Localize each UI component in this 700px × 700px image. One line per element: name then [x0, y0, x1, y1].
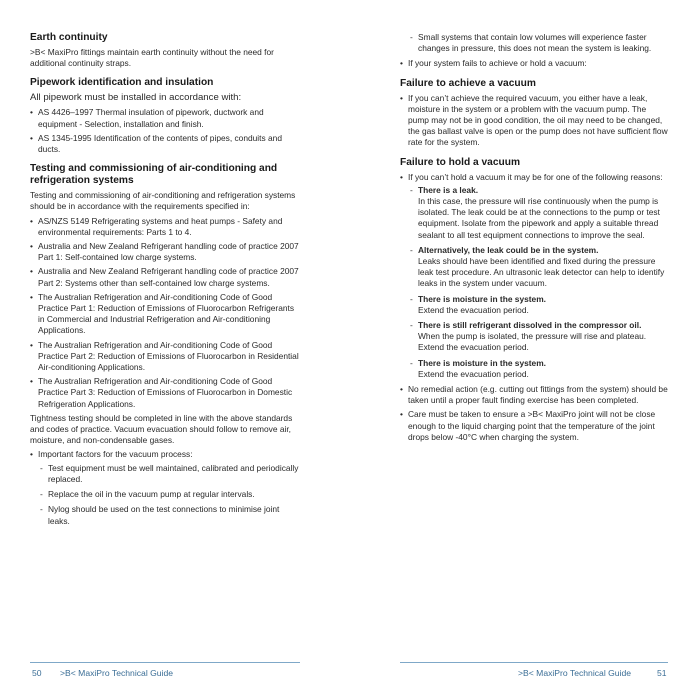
list-item: • If your system fails to achieve or hold a vacuum: [400, 58, 668, 69]
right-page [350, 0, 700, 700]
list-item: - Nylog should be used on the test connections to minimise joint leaks. [30, 504, 300, 526]
reason-item [400, 245, 668, 290]
testing-intro: Testing and commissioning of air-conditioning and refrigeration systems should be in accordance with the requirements specified in: [30, 190, 296, 212]
testing-heading: Testing and commissioning of air-conditioning and refrigeration systems [30, 163, 278, 187]
footer-guide-title: >B< MaxiPro Technical Guide [60, 668, 174, 678]
earth-continuity-heading: Earth continuity [30, 32, 108, 43]
standards-list [30, 216, 300, 410]
footer-guide-title: >B< MaxiPro Technical Guide [518, 668, 632, 678]
list-item: • AS 4426–1997 Thermal insulation of pipework, ductwork and equipment - Selection, installation and finish. [30, 107, 300, 129]
list-item: • Care must be taken to ensure a >B< MaxiPro joint will not be close enough to the liquid charging point that the temperature of the joint drops below -40°C when charging the system. [400, 409, 668, 443]
reason-text: When the pump is isolated, the pressure will rise and plateau. Extend the evacuation period. [418, 331, 647, 353]
reason-title: - Alternatively, the leak could be in the system. [418, 244, 599, 255]
page-number: 51 [657, 668, 667, 678]
pipework-heading: Pipework identification and insulation [30, 77, 214, 89]
reasons-sublist [400, 185, 668, 380]
footer-divider [400, 662, 668, 663]
reason-title: - There is a leak. [418, 184, 479, 195]
list-item: • Australia and New Zealand Refrigerant handling code of practice 2007 Part 1: Self-contained low charge systems. [30, 241, 300, 263]
continued-dash-list [400, 32, 668, 54]
reason-title: - There is moisture in the system. [418, 357, 546, 368]
failure-achieve-heading: Failure to achieve a vacuum [400, 77, 536, 89]
list-item: - Small systems that contain low volumes will experience faster changes in pressure, this does not mean the system is leaking. [400, 32, 668, 54]
right-column [400, 32, 668, 446]
pipework-list [30, 107, 300, 155]
list-item: • The Australian Refrigeration and Air-conditioning Code of Good Practice Part 1: Reduction of Emissions of Fluorocarbon Refrigerants in Commercial and Industrial Refrigeration and Air-conditioning Applications. [30, 292, 300, 337]
list-item: • The Australian Refrigeration and Air-conditioning Code of Good Practice Part 2: Reduction of Emissions of Fluorocarbon in Residential Air-conditioning Applications. [30, 340, 300, 374]
hold-lead: If you can’t hold a vacuum it may be for one of the following reasons: [408, 171, 663, 182]
earth-continuity-text: >B< MaxiPro fittings maintain earth continuity without the need for additional continuity straps. [30, 47, 274, 69]
list-item: • If you can’t achieve the required vacuum, you either have a leak, moisture in the system or a problem with the vacuum pump. The pump may not be in good condition, the oil may need to be changed, the gas ballast valve is open or the pump does not have sufficient flow rate for the system. [400, 93, 668, 149]
list-item [400, 172, 668, 380]
hold-list [400, 172, 668, 443]
reason-item [400, 320, 668, 354]
tightness-text: Tightness testing should be completed in line with the above standards and codes of practice. Vacuum evacuation should follow to remove air, moisture, and non-condensable gases. [30, 412, 293, 446]
list-item: • AS 1345-1995 Identification of the contents of pipes, conduits and ducts. [30, 133, 300, 155]
reason-item [400, 294, 668, 316]
left-column [30, 32, 300, 531]
achieve-list [400, 93, 668, 149]
reason-item [400, 358, 668, 380]
reason-title: - There is moisture in the system. [418, 293, 546, 304]
reason-text: Extend the evacuation period. [418, 368, 529, 379]
pipework-lead: All pipework must be installed in accordance with: [30, 92, 242, 104]
reason-title: - There is still refrigerant dissolved in the compressor oil. [418, 320, 642, 331]
failure-hold-heading: Failure to hold a vacuum [400, 156, 521, 168]
list-item: • Australia and New Zealand Refrigerant handling code of practice 2007 Part 2: Systems other than self-contained low charge systems. [30, 266, 300, 288]
reason-text: In this case, the pressure will rise continuously when the pump is isolated. The leak could be at the connections to the pump or test equipment. Isolate from the pipework and apply a suitable thread sealant to all test equipment connections to improve the seal. [418, 196, 660, 240]
page-number: 50 [32, 668, 42, 678]
continued-bullet-list [400, 58, 668, 69]
reason-item [400, 185, 668, 241]
footer-divider [30, 662, 300, 663]
list-item: • AS/NZS 5149 Refrigerating systems and heat pumps - Safety and environmental requirements: Parts 1 to 4. [30, 216, 300, 238]
list-item: • No remedial action (e.g. cutting out fittings from the system) should be taken until a proper fault finding exercise has been completed. [400, 384, 668, 406]
factors-lead: Important factors for the vacuum process: [38, 449, 193, 460]
reason-text: Leaks should have been identified and fixed during the pressure leak test procedure. An ultrasonic leak detector can help to identify leaks in the system under vacuum. [418, 256, 665, 289]
list-item: - Test equipment must be well maintained, calibrated and periodically replaced. [30, 463, 300, 485]
list-item [30, 449, 300, 526]
factors-sublist [30, 463, 300, 527]
list-item: - Replace the oil in the vacuum pump at regular intervals. [30, 489, 300, 500]
list-item: • The Australian Refrigeration and Air-conditioning Code of Good Practice Part 3: Reduction of Emissions of Fluorocarbon in Domestic Refrigeration Applications. [30, 376, 300, 410]
vacuum-factors-list [30, 449, 300, 526]
reason-text: Extend the evacuation period. [418, 304, 529, 315]
